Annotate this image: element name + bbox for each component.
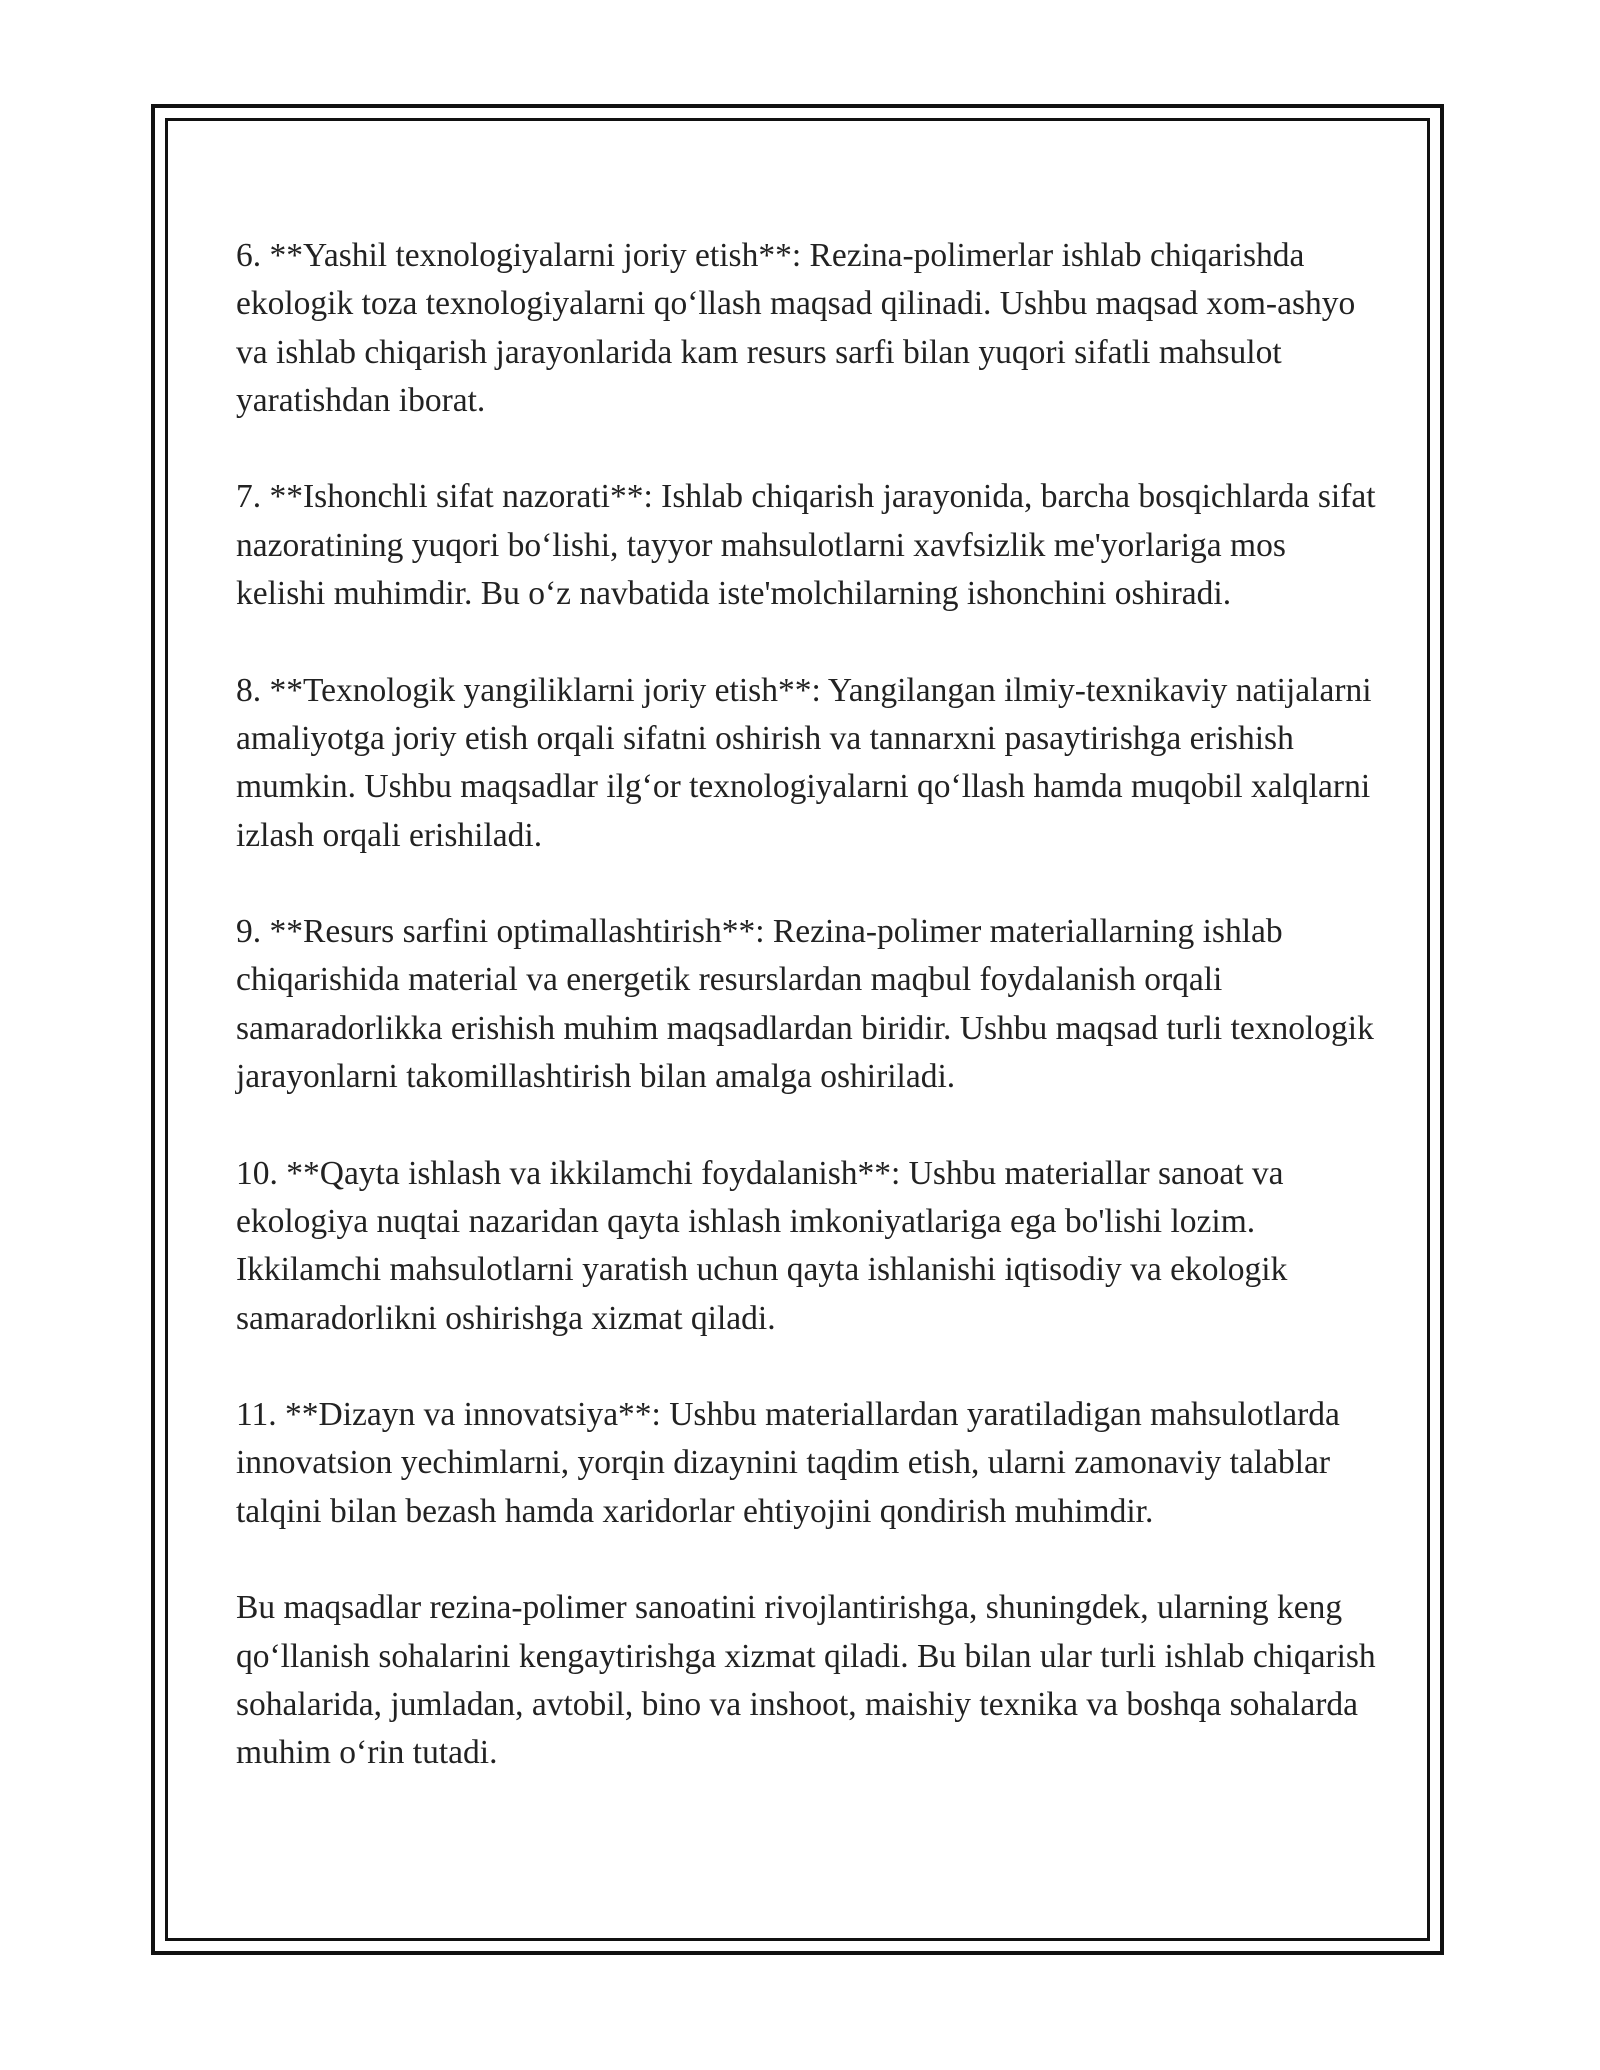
paragraph-conclusion: Bu maqsadlar rezina-polimer sanoatini rivojlantirishga, shuningdek, ularning keng qo‘llanish sohalarini kengaytirishga xizmat qiladi. Bu bilan ular turli ishlab chiqarish sohalarida, jumladan, avtobil, bino va inshoot, maishiy texnika va boshqa sohalarda muhim o‘rin tutadi.	[236, 1589, 1376, 1772]
document-body	[236, 232, 1376, 1778]
paragraph-item-8: 8. **Texnologik yangiliklarni joriy etish**: Yangilangan ilmiy-texnikaviy natijalarni amaliyotga joriy etish orqali sifatni oshirish va tannarxni pasaytirishga erishish mumkin. Ushbu maqsadlar ilg‘or texnologiyalarni qo‘llash hamda muqobil xalqlarni izlash orqali erishiladi.	[236, 671, 1372, 854]
paragraph-item-9: 9. **Resurs sarfini optimallashtirish**: Rezina-polimer materiallarning ishlab chiqarishida material va energetik resurslardan maqbul foydalanish orqali samaradorlikka erishish muhim maqsadlardan biridir. Ushbu maqsad turli texnologik jarayonlarni takomillashtirish bilan amalga oshiriladi.	[236, 913, 1374, 1096]
paragraph-item-7: 7. **Ishonchli sifat nazorati**: Ishlab chiqarish jarayonida, barcha bosqichlarda sifat nazoratining yuqori bo‘lishi, tayyor mahsulotlarni xavfsizlik me'yorlariga mos kelishi muhimdir. Bu o‘z navbatida iste'molchilarning ishonchini oshiradi.	[236, 478, 1376, 613]
paragraph-item-10: 10. **Qayta ishlash va ikkilamchi foydalanish**: Ushbu materiallar sanoat va ekologiya nuqtai nazaridan qayta ishlash imkoniyatlariga ega bo'lishi lozim. Ikkilamchi mahsulotlarni yaratish uchun qayta ishlanishi iqtisodiy va ekologik samaradorlikni oshirishga xizmat qiladi.	[236, 1154, 1288, 1337]
paragraph-item-6: 6. **Yashil texnologiyalarni joriy etish**: Rezina-polimerlar ishlab chiqarishda ekologik toza texnologiyalarni qo‘llash maqsad qilinadi. Ushbu maqsad xom-ashyo va ishlab chiqarish jarayonlarida kam resurs sarfi bilan yuqori sifatli mahsulot yaratishdan iborat.	[236, 237, 1356, 419]
paragraph-item-11: 11. **Dizayn va innovatsiya**: Ushbu materiallardan yaratiladigan mahsulotlarda innovatsion yechimlarni, yorqin dizaynini taqdim etish, ularni zamonaviy talablar talqini bilan bezash hamda xaridorlar ehtiyojini qondirish muhimdir.	[236, 1396, 1340, 1530]
